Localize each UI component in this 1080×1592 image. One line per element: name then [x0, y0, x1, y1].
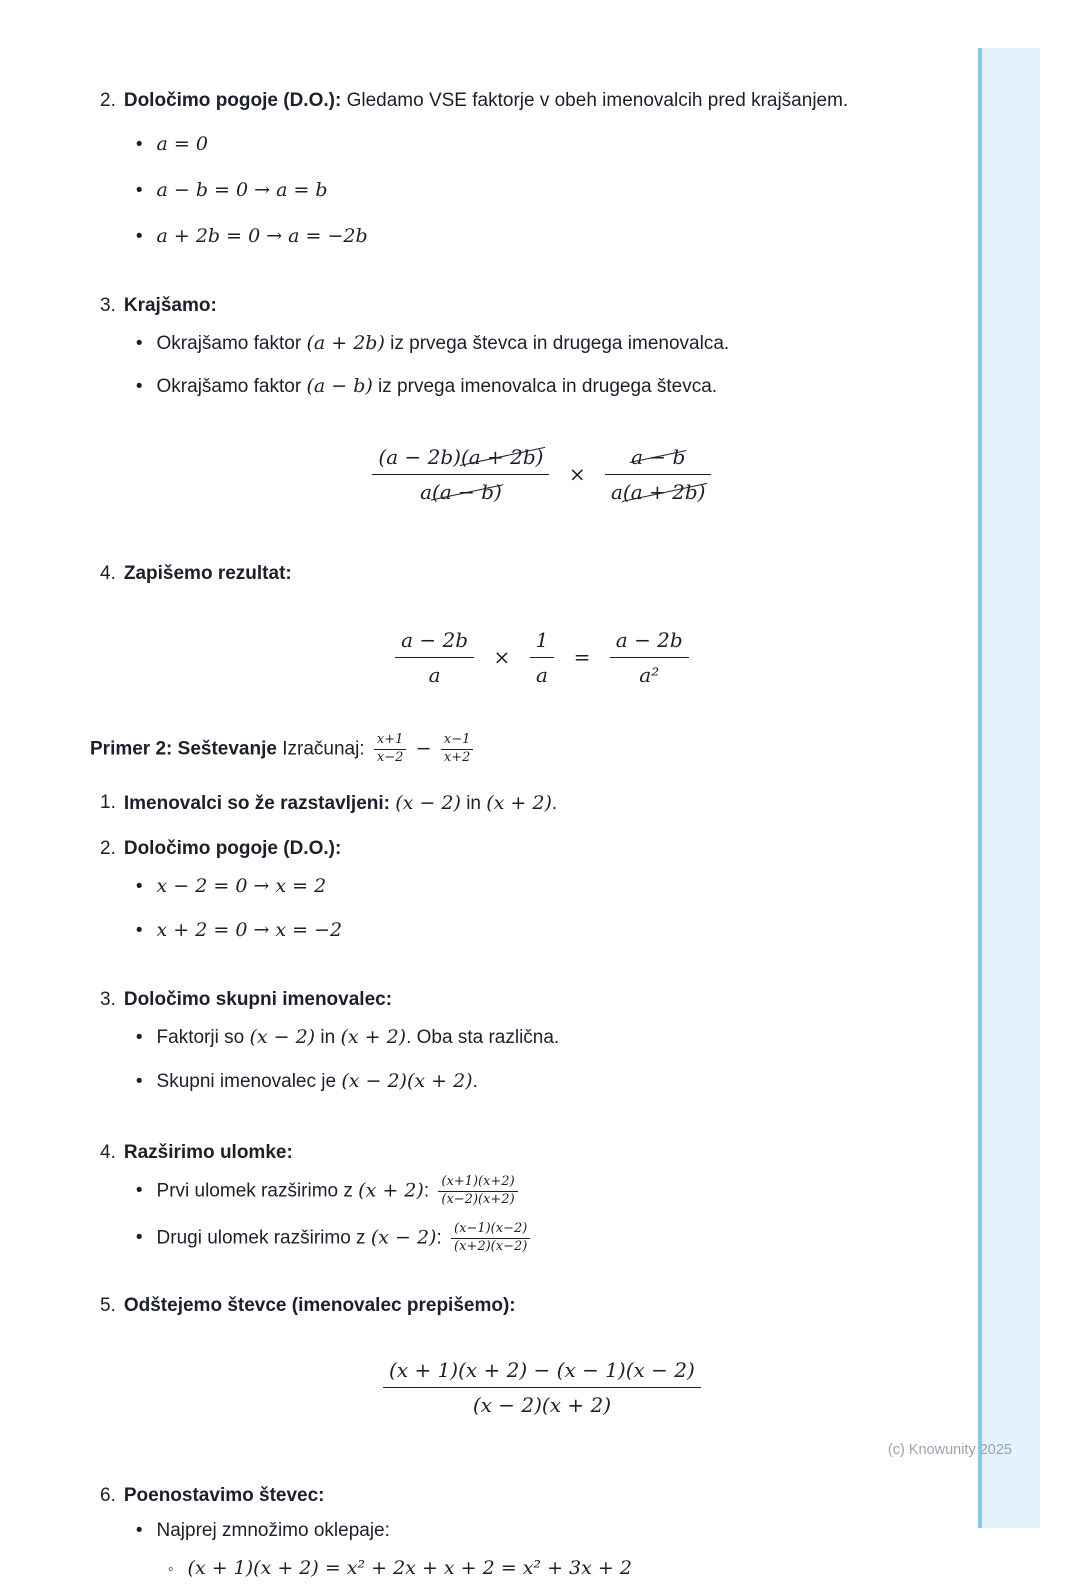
minus-operator: −	[415, 737, 432, 760]
p2-step-6-title: Poenostavimo števec:	[123, 1485, 325, 1507]
math-term: a − 2b	[610, 626, 689, 658]
p2-step-5-title: Odštejemo števce (imenovalec prepišemo):	[123, 1294, 516, 1316]
fraction	[605, 443, 711, 507]
p2-step-1-imenovalci	[100, 790, 960, 818]
condition-math: • a = 0	[156, 132, 208, 155]
result-formula	[124, 626, 960, 690]
step-3-krajsamo	[100, 293, 960, 521]
math-term: 1	[530, 626, 555, 658]
bullet-text: iz prvega števca in drugega imenovalca.	[384, 332, 730, 354]
bullet-text: Okrajšamo faktor	[156, 332, 307, 354]
bullet-item	[136, 1068, 960, 1096]
step-3-title: Krajšamo:	[123, 294, 217, 316]
p2-step-6-poenostavimo-stevec	[100, 1483, 960, 1592]
sub-bullet-item	[168, 1555, 960, 1582]
fraction	[451, 1222, 530, 1255]
inline-math: (a − b)	[306, 374, 373, 397]
bullet-item	[136, 223, 960, 251]
math-term: x−2	[376, 750, 404, 766]
condition-math: • x + 2 = 0 → x = −2	[156, 919, 343, 942]
p2-step-4-razsirimo-ulomke	[100, 1140, 960, 1269]
bullet-text: Drugi ulomek razširimo z	[156, 1227, 371, 1249]
math-term: (x−2)(x+2)	[441, 1191, 515, 1207]
math-term: x−1	[441, 733, 474, 750]
fraction	[530, 626, 555, 690]
p2-step-4-bullets	[136, 1175, 960, 1255]
step-number: 5.	[100, 1294, 116, 1316]
step-2-bullets	[136, 131, 960, 251]
bullet-item	[136, 917, 960, 945]
p2-step-3-bullets	[136, 1024, 960, 1096]
math-term: a	[420, 480, 433, 505]
bullet-text: .	[472, 1071, 478, 1092]
cancellation-formula	[124, 443, 960, 507]
bullet-item	[136, 1222, 960, 1255]
p2-step-3-heading	[124, 987, 960, 1014]
subtraction-formula	[124, 1356, 960, 1420]
cancelled-term: (a − b)	[432, 478, 502, 506]
p2-step-6-heading	[124, 1483, 960, 1510]
step-4-zapisemo-rezultat	[100, 561, 960, 690]
math-term: (x + 1)(x + 2) − (x − 1)(x − 2)	[383, 1356, 701, 1388]
inline-math: (x − 2)	[395, 792, 461, 815]
bullet-item	[136, 330, 960, 358]
step-number: 2.	[100, 838, 116, 860]
fraction	[395, 626, 474, 690]
inline-math: (x − 2)	[370, 1226, 437, 1249]
condition-math: • a − b = 0 → a = b	[156, 178, 328, 201]
condition-math: • a + 2b = 0 → a = −2b	[156, 224, 368, 247]
math-term: a²	[639, 662, 660, 687]
step-3-heading	[124, 293, 960, 320]
p2-step-2-heading	[124, 836, 960, 863]
step-number: 4.	[100, 562, 116, 584]
inline-math: (x + 2)	[340, 1026, 407, 1049]
bullet-text: • Najprej zmnožimo oklepaje:	[156, 1520, 390, 1542]
period-text: .	[551, 793, 558, 815]
bullet-text: Skupni imenovalec je	[156, 1071, 342, 1092]
bullet-text: Faktorji so	[156, 1027, 250, 1049]
math-term: (x − 2)(x + 2)	[472, 1393, 611, 1418]
p2-step-5-odstejemo-stevce	[100, 1293, 960, 1438]
step-number: 2.	[100, 90, 116, 111]
step-number: 1.	[100, 792, 116, 814]
bullet-item	[136, 131, 960, 159]
step-2-text: Gledamo VSE faktorje v obeh imenovalcih pred krajšanjem.	[346, 90, 849, 111]
bullet-item	[136, 1518, 960, 1545]
cancelled-term: (a + 2b)	[461, 443, 544, 471]
math-term: a − 2b	[395, 626, 474, 658]
fraction	[610, 626, 689, 690]
bullet-item	[136, 373, 960, 401]
fraction	[372, 443, 549, 507]
primer-2-lead: Izračunaj:	[282, 738, 365, 760]
colon-text: :	[423, 1180, 430, 1202]
bullet-item	[136, 1024, 960, 1052]
inline-math: (x − 2)	[249, 1026, 316, 1049]
step-4-heading	[124, 561, 960, 588]
step-number: 3.	[100, 294, 116, 316]
p2-step-2-pogoji	[100, 836, 960, 961]
colon-text: :	[436, 1227, 442, 1249]
p2-step-5-heading	[124, 1293, 960, 1320]
math-term: x+2	[443, 750, 471, 766]
p2-step-4-title: Razširimo ulomke:	[123, 1141, 293, 1163]
step-2-title: Določimo pogoje (D.O.):	[123, 90, 342, 111]
fraction	[383, 1356, 701, 1420]
times-operator: ×	[493, 645, 511, 670]
math-term: x+1	[374, 733, 407, 750]
inline-math: (x + 2)	[486, 792, 552, 815]
bullet-item	[136, 873, 960, 901]
p2-step-2-bullets	[136, 873, 960, 945]
p2-step-2-title: Določimo pogoje (D.O.):	[123, 838, 342, 860]
step-4-title: Zapišemo rezultat:	[123, 562, 292, 584]
bullet-text: in	[315, 1027, 341, 1049]
footer-credit: (c) Knowunity 2025	[887, 1442, 1012, 1458]
equals-operator: =	[573, 645, 591, 670]
bullet-text: Okrajšamo faktor	[156, 375, 307, 397]
inline-math: (x − 2)(x + 2)	[341, 1070, 473, 1092]
step-2-dolocimo-pogoje	[100, 88, 960, 269]
p2-step-1-heading	[124, 790, 960, 818]
bullet-item	[136, 1175, 960, 1208]
bullet-item	[136, 177, 960, 205]
step-number: 3.	[100, 989, 116, 1011]
cancelled-term: a − b	[631, 443, 685, 471]
p2-step-4-heading	[124, 1140, 960, 1167]
math-term: (a − 2b)	[378, 444, 461, 469]
fraction	[441, 733, 474, 766]
primer-2-heading	[90, 733, 960, 766]
p2-step-1-title: Imenovalci so že razstavljeni:	[123, 793, 390, 815]
step-number: 6.	[100, 1485, 116, 1507]
math-term: a	[610, 480, 623, 505]
inline-math: (a + 2b)	[306, 331, 385, 354]
p2-step-3-title: Določimo skupni imenovalec:	[123, 989, 393, 1011]
math-term: a	[535, 662, 548, 687]
math-term: (x+2)(x−2)	[454, 1238, 528, 1254]
fraction	[438, 1175, 517, 1208]
condition-math: • x − 2 = 0 → x = 2	[156, 875, 327, 898]
bullet-text: iz prvega imenovalca in drugega števca.	[372, 375, 718, 397]
expansion-math: ◦ (x + 1)(x + 2) = x² + 2x + x + 2 = x² + 3x + 2	[187, 1557, 632, 1580]
bullet-text: Prvi ulomek razširimo z	[156, 1180, 359, 1202]
cancelled-term: (a + 2b)	[623, 478, 706, 506]
conjunction-text: in	[466, 793, 481, 815]
step-2-heading	[124, 88, 960, 115]
math-term: (x+1)(x+2)	[438, 1175, 517, 1192]
p2-step-3-skupni-imenovalec	[100, 987, 960, 1112]
math-term: a	[428, 662, 441, 687]
step-3-bullets	[136, 330, 960, 401]
math-term: (x−1)(x−2)	[451, 1222, 530, 1239]
times-operator: ×	[568, 462, 586, 487]
inline-math: (x + 2)	[358, 1179, 424, 1202]
bullet-text: . Oba sta različna.	[406, 1027, 560, 1049]
primer-2-title: Primer 2: Seštevanje	[90, 738, 277, 760]
fraction	[374, 733, 407, 766]
step-number: 4.	[100, 1141, 116, 1163]
